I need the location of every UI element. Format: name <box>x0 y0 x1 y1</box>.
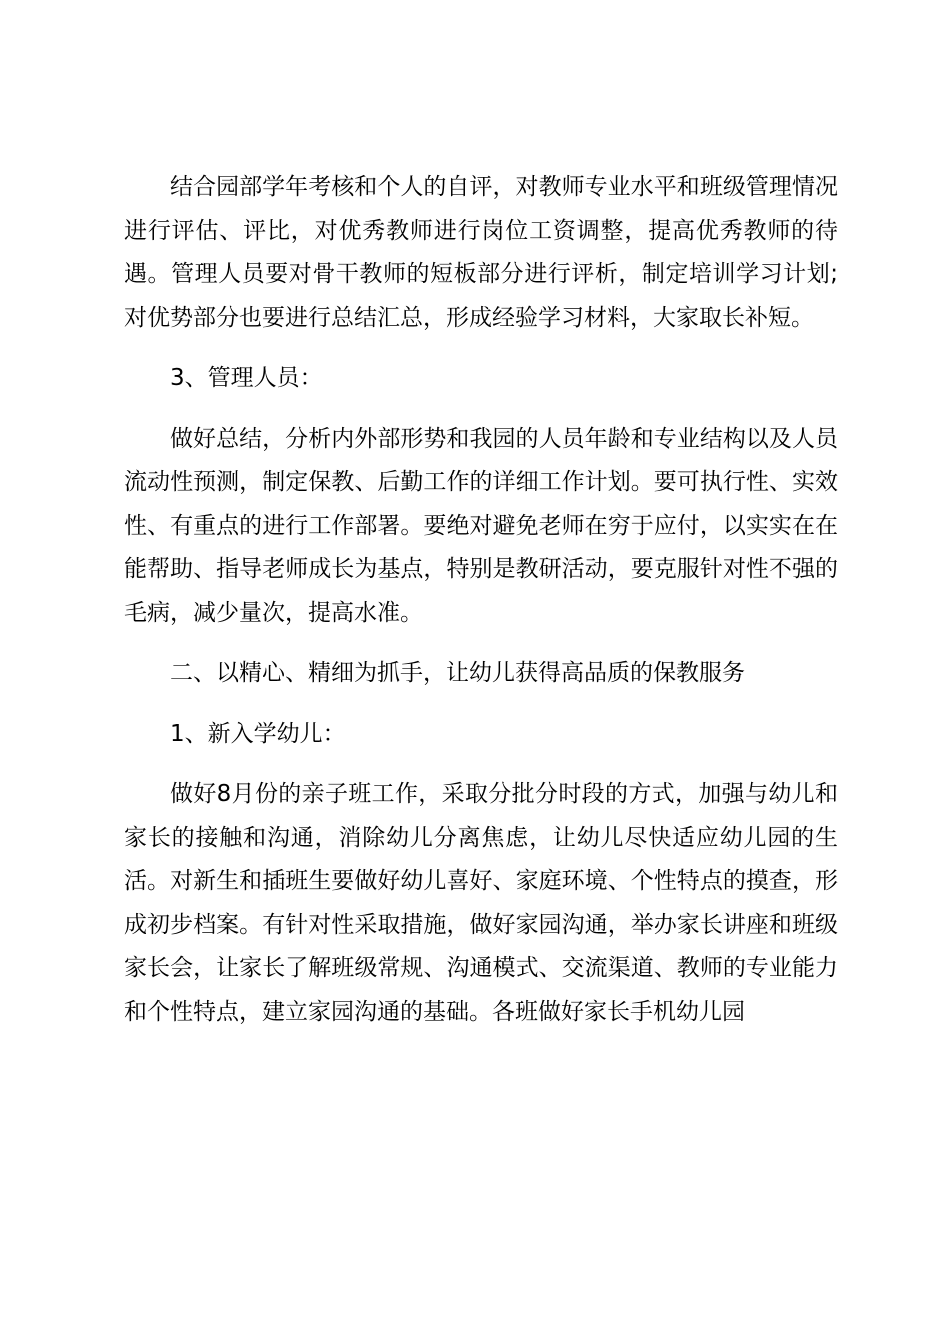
heading-new-students: 1、新入学幼儿： <box>170 720 346 747</box>
heading-managers: 3、管理人员： <box>170 365 323 391</box>
paragraph-new-students: 做好8月份的亲子班工作，采取分批分时段的方式，加强与幼儿和家长的接触和沟通，消除幼儿分离焦虑，让幼儿尽快适应幼儿园的生活。对新生和插班生要做好幼儿喜好、家庭环境、个性特点的摸查，形成初步档案。有针对性采取措施，做好家园沟通，举办家长讲座和班级家长会，让家长了解班级常规、沟通模式、交流渠道、教师的专业能力和个性特点，建立家园沟通的基础。各班做好家长手机幼儿园 <box>124 781 838 1025</box>
paragraph-teacher-evaluation: 结合园部学年考核和个人的自评，对教师专业水平和班级管理情况进行评估、评比，对优秀教师进行岗位工资调整，提高优秀教师的待遇。管理人员要对骨干教师的短板部分进行评析，制定培训学习计划;对优势部分也要进行总结汇总，形成经验学习材料，大家取长补短。 <box>124 174 838 331</box>
document-body <box>124 166 838 1051</box>
paragraph-manager-duties: 做好总结，分析内外部形势和我园的人员年龄和专业结构以及人员流动性预测，制定保教、后勤工作的详细工作计划。要可执行性、实效性、有重点的进行工作部署。要绝对避免老师在穷于应付，以实实在在能帮助、指导老师成长为基点，特别是教研活动，要克服针对性不强的毛病，减少量次，提高水准。 <box>124 425 838 626</box>
section-heading-two: 二、以精心、精细为抓手，让幼儿获得高品质的保教服务 <box>170 660 745 686</box>
